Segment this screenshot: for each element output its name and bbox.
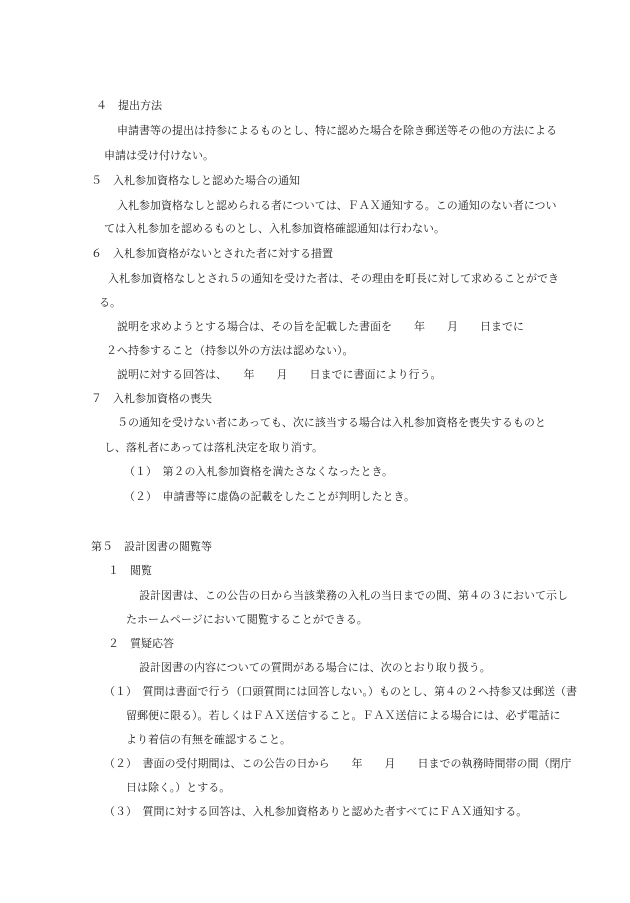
s5-item2-q1-line-2: 留郵便に限る）。若しくはＦＡＸ送信すること。ＦＡＸ送信による場合には、必ず電話に — [126, 709, 561, 722]
item4-heading: ４ 提出方法 — [96, 99, 162, 112]
item5-heading: ５ 入札参加資格なしと認めた場合の通知 — [91, 174, 300, 187]
item6-line-4: ２へ持参すること（持参以外の方法は認めない）。 — [106, 344, 354, 357]
item7-sub-2: （２） 申請書等に虚偽の記載をしたことが判明したとき。 — [124, 490, 416, 503]
item6-line-1: 入札参加資格なしとされ５の通知を受けた者は、その理由を町長に対して求めることができ — [108, 272, 559, 285]
item7-line-1: ５の通知を受けない者にあっても、次に該当する場合は入札参加資格を喪失するものと — [117, 416, 546, 429]
s5-item2-line-1: 設計図書の内容についての質問がある場合には、次のとおり取り扱う。 — [139, 661, 491, 674]
item7-heading: ７ 入札参加資格の喪失 — [91, 392, 212, 405]
s5-item1-heading: １ 閲覧 — [108, 564, 152, 577]
section5-title: 第５ 設計図書の閲覧等 — [91, 540, 212, 553]
s5-item2-q2-line-2: 日は除く。）とする。 — [126, 781, 231, 794]
s5-item1-line-2: たホームページにおいて閲覧することができる。 — [126, 613, 368, 626]
s5-item1-line-1: 設計図書は、この公告の日から当該業務の入札の当日までの間、第４の３において示し — [139, 589, 568, 602]
s5-item2-q1-line-3: より着信の有無を確認すること。 — [126, 733, 291, 746]
item6-heading: ６ 入札参加資格がないとされた者に対する措置 — [91, 247, 333, 260]
item6-line-2: る。 — [99, 296, 121, 309]
s5-item2-q1-line-1: （１） 質問は書面で行う（口頭質問には回答しない。）ものとし、第４の２へ持参又は郵送（書 — [104, 685, 577, 698]
s5-item2-heading: ２ 質疑応答 — [108, 637, 174, 650]
s5-item2-q2-line-1: （２） 書面の受付期間は、この公告の日から 年 月 日までの執務時間帯の間（閉庁 — [104, 757, 572, 770]
item5-line-1: 入札参加資格なしと認められる者については、ＦＡＸ通知する。この通知のない者につい — [117, 199, 557, 212]
item4-line-1: 申請書等の提出は持参によるものとし、特に認めた場合を除き郵送等その他の方法による — [117, 124, 557, 137]
item6-line-3: 説明を求めようとする場合は、その旨を記載した書面を 年 月 日までに — [117, 320, 524, 333]
item7-sub-1: （１） 第２の入札参加資格を満たさなくなったとき。 — [124, 465, 394, 478]
item7-line-2: し、落札者にあっては落札決定を取り消す。 — [104, 441, 324, 454]
item6-line-5: 説明に対する回答は、 年 月 日までに書面により行う。 — [117, 368, 442, 381]
item5-line-2: ては入札参加を認めるものとし、入札参加資格確認通知は行わない。 — [104, 222, 445, 235]
item4-line-2: 申請は受け付けない。 — [104, 149, 214, 162]
s5-item2-q3-line-1: （３） 質問に対する回答は、入札参加資格ありと認めた者すべてにＦＡＸ通知する。 — [104, 805, 528, 818]
